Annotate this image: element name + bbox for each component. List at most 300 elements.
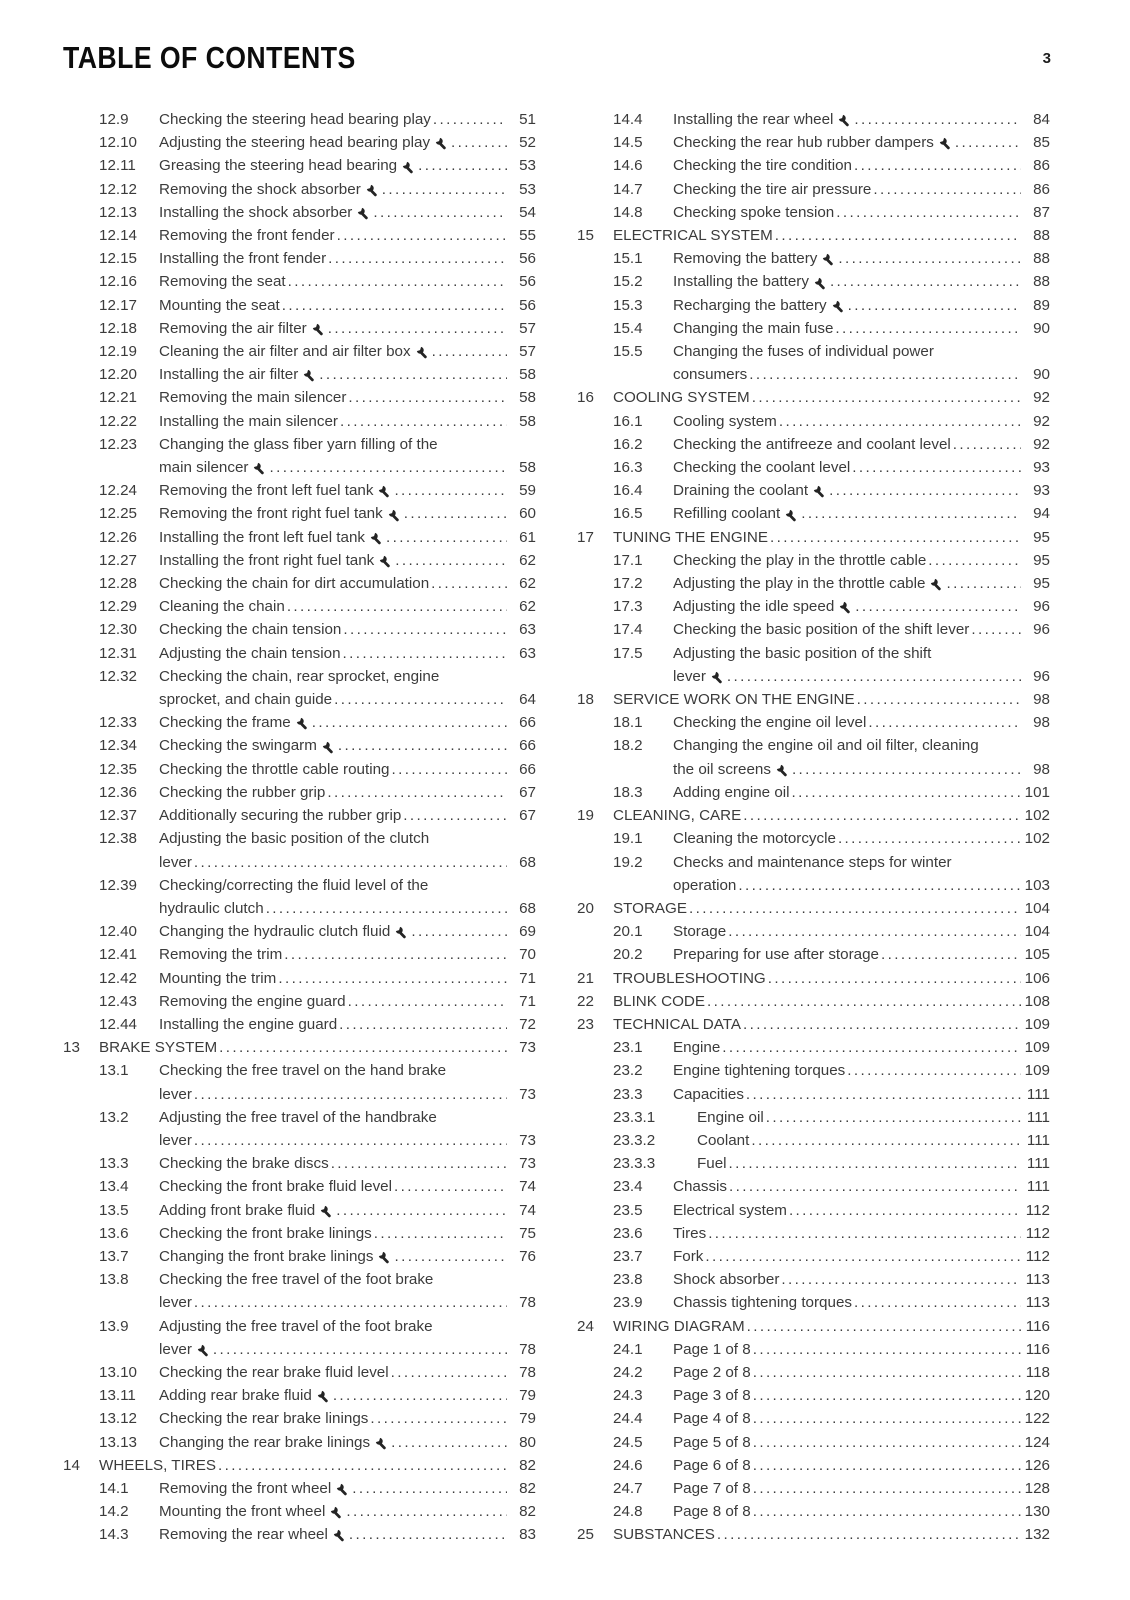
toc-entry-number: 12.35 <box>99 760 138 778</box>
dot-leader <box>746 1083 1021 1106</box>
toc-entry-title: WHEELS, TIRES <box>99 1456 217 1474</box>
toc-entry-row[interactable] <box>63 108 536 131</box>
toc-entry-title: STORAGE <box>613 899 687 917</box>
toc-entry-page: 116 <box>1025 1317 1050 1335</box>
toc-entry-row[interactable] <box>63 247 536 270</box>
toc-entry-title-continuation: hydraulic clutch <box>159 899 264 917</box>
toc-entry-title: Changing the main fuse <box>673 319 834 337</box>
toc-entry-row[interactable] <box>577 827 1050 850</box>
toc-entry-number: 12.19 <box>99 343 138 361</box>
toc-entry-number: 12.39 <box>99 876 138 894</box>
dot-leader <box>830 270 1021 293</box>
toc-entry-body <box>159 665 536 711</box>
toc-entry-row[interactable] <box>577 317 1050 340</box>
toc-entry-row[interactable] <box>577 1431 1050 1454</box>
toc-entry-line <box>673 1175 1050 1198</box>
toc-entry-row[interactable] <box>577 1129 1050 1152</box>
toc-entry-title: Mounting the trim <box>159 969 277 987</box>
toc-entry-body <box>673 178 1050 201</box>
toc-entry-page: 88 <box>1033 273 1050 291</box>
toc-chapter-row[interactable] <box>577 990 1050 1013</box>
toc-entry-row[interactable] <box>577 1152 1050 1175</box>
toc-entry-row[interactable] <box>63 1152 536 1175</box>
toc-entry-number: 16.4 <box>613 482 643 500</box>
toc-entry-line <box>159 131 536 154</box>
toc-entry-body <box>697 1129 1050 1152</box>
toc-entry-page: 101 <box>1024 783 1050 801</box>
toc-entry-page: 113 <box>1025 1294 1050 1312</box>
toc-entry-line <box>159 433 536 456</box>
toc-entry-row[interactable] <box>577 1199 1050 1222</box>
toc-entry-row[interactable] <box>577 1500 1050 1523</box>
toc-entry-row[interactable] <box>63 734 536 757</box>
dot-leader <box>753 1477 1021 1500</box>
toc-entry-row[interactable] <box>577 572 1050 595</box>
toc-entry-row[interactable] <box>63 711 536 734</box>
toc-entry-row[interactable] <box>63 781 536 804</box>
toc-entry-page: 73 <box>519 1131 536 1149</box>
toc-entry-page: 90 <box>1033 366 1050 384</box>
toc-entry-title: Adjusting the free travel of the foot brake <box>159 1317 433 1335</box>
toc-entry-number: 16.3 <box>613 459 643 477</box>
toc-entry-row[interactable] <box>577 502 1050 525</box>
toc-entry-body <box>613 526 1050 549</box>
toc-entry-row[interactable] <box>577 270 1050 293</box>
toc-entry-row[interactable] <box>577 433 1050 456</box>
toc-entry-row[interactable] <box>63 1431 536 1454</box>
toc-entry-row[interactable] <box>577 1291 1050 1314</box>
toc-entry-title: Removing the seat <box>159 273 286 291</box>
toc-entry-line <box>159 1199 536 1222</box>
toc-entry-row[interactable] <box>63 363 536 386</box>
toc-entry-row[interactable] <box>63 410 536 433</box>
toc-entry-number: 14.6 <box>613 157 643 175</box>
toc-entry-body <box>673 827 1050 850</box>
toc-entry-page: 109 <box>1024 1015 1050 1033</box>
toc-chapter-row[interactable] <box>63 1036 536 1059</box>
toc-chapter-row[interactable] <box>577 1013 1050 1036</box>
toc-entry-page: 85 <box>1033 134 1050 152</box>
dot-leader <box>394 1245 507 1268</box>
toc-entry-line <box>613 688 1050 711</box>
toc-entry-line <box>673 131 1050 154</box>
toc-entry-row[interactable] <box>63 1199 536 1222</box>
toc-entry-row[interactable] <box>63 1384 536 1407</box>
dot-leader <box>729 1175 1021 1198</box>
toc-entry-row[interactable] <box>63 595 536 618</box>
toc-entry-line <box>613 526 1050 549</box>
toc-entry-title: Removing the front fender <box>159 227 335 245</box>
toc-entry-row[interactable] <box>63 1059 536 1105</box>
toc-entry-row[interactable] <box>577 781 1050 804</box>
toc-entry-row[interactable] <box>63 618 536 641</box>
toc-entry-row[interactable] <box>63 178 536 201</box>
toc-entry-row[interactable] <box>63 1106 536 1152</box>
toc-entry-row[interactable] <box>63 270 536 293</box>
toc-entry-body <box>613 897 1050 920</box>
dot-leader <box>738 874 1021 897</box>
toc-entry-row[interactable] <box>577 734 1050 780</box>
toc-chapter-row[interactable] <box>577 804 1050 827</box>
toc-entry-row[interactable] <box>63 433 536 479</box>
page-title: TABLE OF CONTENTS <box>63 40 356 75</box>
toc-entry-row[interactable] <box>63 1523 536 1546</box>
dot-leader <box>282 294 507 317</box>
wrench-icon <box>822 253 835 266</box>
toc-entry-number: 17.4 <box>613 621 643 639</box>
dot-leader <box>319 363 507 386</box>
page-number: 3 <box>1042 50 1051 67</box>
dot-leader <box>348 386 507 409</box>
toc-entry-page: 71 <box>519 969 536 987</box>
toc-entry-body <box>613 967 1050 990</box>
toc-chapter-row[interactable] <box>577 526 1050 549</box>
toc-entry-row[interactable] <box>63 920 536 943</box>
wrench-icon <box>832 300 845 313</box>
toc-entry-number: 18.1 <box>613 714 643 732</box>
toc-entry-row[interactable] <box>63 1222 536 1245</box>
dot-leader <box>278 967 507 990</box>
toc-entry-title: Capacities <box>673 1085 744 1103</box>
toc-entry-row[interactable] <box>63 549 536 572</box>
dot-leader <box>749 363 1021 386</box>
toc-entry-row[interactable] <box>577 642 1050 688</box>
toc-entry-row[interactable] <box>577 1338 1050 1361</box>
toc-entry-row[interactable] <box>577 851 1050 897</box>
toc-entry-title-continuation: lever <box>159 853 192 871</box>
toc-entry-title: Page 2 of 8 <box>673 1363 751 1381</box>
toc-entry-body <box>159 224 536 247</box>
toc-entry-row[interactable] <box>577 456 1050 479</box>
toc-entry-row[interactable] <box>63 386 536 409</box>
toc-entry-title: Shock absorber <box>673 1271 780 1289</box>
toc-entry-line <box>673 827 1050 850</box>
toc-entry-line <box>673 851 1050 874</box>
toc-entry-line <box>159 990 536 1013</box>
toc-entry-row[interactable] <box>63 1361 536 1384</box>
toc-entry-row[interactable] <box>577 479 1050 502</box>
toc-entry-title: Changing the glass fiber yarn filling of the <box>159 435 438 453</box>
toc-entry-line <box>673 618 1050 641</box>
toc-entry-row[interactable] <box>63 967 536 990</box>
toc-entry-number: 12.24 <box>99 482 138 500</box>
toc-entry-title: SUBSTANCES <box>613 1526 715 1544</box>
dot-leader <box>854 1291 1021 1314</box>
dot-leader <box>339 1013 507 1036</box>
toc-entry-body <box>159 363 536 386</box>
toc-entry-body <box>673 479 1050 502</box>
toc-entry-row[interactable] <box>577 1222 1050 1245</box>
dot-leader <box>451 131 507 154</box>
toc-entry-title: Changing the fuses of individual power <box>673 343 934 361</box>
toc-entry-title: Checking the front brake fluid level <box>159 1178 393 1196</box>
toc-entry-number: 16.2 <box>613 435 643 453</box>
toc-entry-row[interactable] <box>577 247 1050 270</box>
toc-entry-body <box>673 920 1050 943</box>
toc-entry-body <box>673 1361 1050 1384</box>
wrench-icon <box>388 509 401 522</box>
toc-entry-row[interactable] <box>577 294 1050 317</box>
dot-leader <box>338 734 507 757</box>
toc-entry-number: 23.1 <box>613 1039 643 1057</box>
toc-entry-row[interactable] <box>63 317 536 340</box>
toc-entry-row[interactable] <box>577 1059 1050 1082</box>
toc-chapter-row[interactable] <box>577 224 1050 247</box>
toc-entry-row[interactable] <box>63 665 536 711</box>
dot-leader <box>953 433 1021 456</box>
toc-entry-row[interactable] <box>63 294 536 317</box>
toc-entry-row[interactable] <box>577 1083 1050 1106</box>
toc-entry-row[interactable] <box>63 642 536 665</box>
toc-entry-page: 79 <box>519 1387 536 1405</box>
toc-entry-number: 12.43 <box>99 992 138 1010</box>
toc-entry-page: 112 <box>1025 1247 1050 1265</box>
dot-leader <box>348 990 507 1013</box>
toc-entry-number: 12.27 <box>99 551 138 569</box>
toc-chapter-row[interactable] <box>577 386 1050 409</box>
toc-entry-number: 23.3.1 <box>613 1108 656 1126</box>
dot-leader <box>751 1129 1021 1152</box>
toc-entry-page: 76 <box>519 1247 536 1265</box>
toc-entry-line <box>673 781 1050 804</box>
toc-entry-title: TUNING THE ENGINE <box>613 528 768 546</box>
toc-entry-row[interactable] <box>63 1245 536 1268</box>
toc-header <box>63 40 1051 82</box>
toc-entry-row[interactable] <box>577 1407 1050 1430</box>
dot-leader <box>331 1152 507 1175</box>
toc-entry-page: 78 <box>519 1363 536 1381</box>
toc-entry-line <box>159 294 536 317</box>
toc-entry-page: 51 <box>519 111 536 128</box>
toc-entry-line-continuation <box>673 665 1050 688</box>
toc-entry-page: 63 <box>519 644 536 662</box>
toc-entry-row[interactable] <box>63 479 536 502</box>
toc-entry-number: 23.9 <box>613 1294 643 1312</box>
toc-entry-body <box>159 1477 536 1500</box>
toc-entry-row[interactable] <box>63 1500 536 1523</box>
toc-entry-body <box>673 1477 1050 1500</box>
toc-entry-number: 16.5 <box>613 505 643 523</box>
toc-entry-row[interactable] <box>63 201 536 224</box>
toc-entry-row[interactable] <box>577 1175 1050 1198</box>
toc-entry-title: ELECTRICAL SYSTEM <box>613 227 773 245</box>
toc-entry-row[interactable] <box>577 549 1050 572</box>
toc-entry-title: Installing the rear wheel <box>673 111 834 128</box>
toc-entry-title: Fuel <box>697 1155 727 1173</box>
toc-entry-page: 126 <box>1024 1456 1050 1474</box>
toc-entry-page: 112 <box>1025 1224 1050 1242</box>
toc-entry-row[interactable] <box>63 804 536 827</box>
toc-entry-line <box>673 1477 1050 1500</box>
toc-entry-row[interactable] <box>63 224 536 247</box>
toc-entry-row[interactable] <box>577 201 1050 224</box>
toc-entry-title: Checking the frame <box>159 714 291 732</box>
toc-entry-body <box>673 642 1050 688</box>
toc-entry-title: Checking the chain tension <box>159 621 342 639</box>
toc-entry-line <box>159 943 536 966</box>
dot-leader <box>768 967 1021 990</box>
toc-entry-body <box>159 201 536 224</box>
toc-entry-title: Checking the basic position of the shift lever <box>673 621 970 639</box>
toc-entry-page: 53 <box>519 157 536 175</box>
toc-entry-page: 58 <box>519 459 536 477</box>
toc-entry-body <box>159 502 536 525</box>
toc-entry-body <box>159 1106 536 1152</box>
toc-entry-row[interactable] <box>63 1315 536 1361</box>
toc-entry-row[interactable] <box>577 920 1050 943</box>
toc-chapter-row[interactable] <box>577 688 1050 711</box>
toc-entry-row[interactable] <box>63 502 536 525</box>
toc-entry-line <box>159 224 536 247</box>
dot-leader <box>333 1384 507 1407</box>
toc-entry-row[interactable] <box>63 827 536 873</box>
toc-entry-number: 12.36 <box>99 783 138 801</box>
toc-entry-body <box>99 1454 536 1477</box>
toc-entry-body <box>673 1036 1050 1059</box>
toc-entry-page: 62 <box>519 575 536 593</box>
toc-entry-row[interactable] <box>577 178 1050 201</box>
toc-entry-number: 14 <box>63 1456 80 1474</box>
wrench-icon <box>357 207 370 220</box>
toc-entry-body <box>159 1059 536 1105</box>
toc-entry-row[interactable] <box>63 154 536 177</box>
toc-entry-title: Checking/correcting the fluid level of the <box>159 876 429 894</box>
toc-entry-body <box>159 386 536 409</box>
toc-entry-number: 21 <box>577 969 594 987</box>
toc-entry-row[interactable] <box>63 990 536 1013</box>
toc-entry-page: 93 <box>1033 482 1050 500</box>
toc-chapter-row[interactable] <box>577 897 1050 920</box>
toc-entry-row[interactable] <box>577 1036 1050 1059</box>
toc-entry-row[interactable] <box>577 154 1050 177</box>
toc-entry-page: 128 <box>1024 1479 1050 1497</box>
dot-leader <box>766 1106 1021 1129</box>
wrench-icon <box>317 1390 330 1403</box>
toc-entry-row[interactable] <box>577 1384 1050 1407</box>
wrench-icon <box>312 323 325 336</box>
toc-entry-row[interactable] <box>577 1454 1050 1477</box>
toc-entry-number: 16 <box>577 389 594 407</box>
toc-entry-row[interactable] <box>577 1268 1050 1291</box>
toc-entry-row[interactable] <box>63 572 536 595</box>
dot-leader <box>411 920 507 943</box>
toc-entry-title-continuation: lever <box>159 1131 192 1149</box>
dot-leader <box>334 688 507 711</box>
toc-entry-page: 109 <box>1024 1062 1050 1080</box>
toc-chapter-row[interactable] <box>577 967 1050 990</box>
toc-entry-line <box>159 967 536 990</box>
toc-entry-row[interactable] <box>63 526 536 549</box>
toc-entry-number: 17.5 <box>613 644 643 662</box>
toc-entry-body <box>159 294 536 317</box>
toc-entry-line <box>613 386 1050 409</box>
toc-entry-row[interactable] <box>577 410 1050 433</box>
toc-entry-page: 60 <box>519 505 536 523</box>
toc-entry-title: Checking the throttle cable routing <box>159 760 390 778</box>
toc-entry-row[interactable] <box>577 711 1050 734</box>
toc-entry-line <box>159 1175 536 1198</box>
toc-entry-title: Tires <box>673 1224 707 1242</box>
toc-entry-line <box>159 526 536 549</box>
toc-entry-title: Checking the steering head bearing play <box>159 111 431 128</box>
toc-entry-line <box>613 1523 1050 1546</box>
toc-entry-page: 61 <box>519 528 536 546</box>
toc-entry-number: 24.1 <box>613 1340 643 1358</box>
toc-entry-row[interactable] <box>577 1245 1050 1268</box>
toc-entry-row[interactable] <box>577 618 1050 641</box>
toc-entry-row[interactable] <box>63 1268 536 1314</box>
toc-entry-body <box>673 943 1050 966</box>
toc-entry-body <box>159 827 536 873</box>
toc-entry-number: 12.25 <box>99 505 138 523</box>
toc-entry-page: 96 <box>1033 667 1050 685</box>
toc-entry-line <box>697 1106 1050 1129</box>
toc-entry-row[interactable] <box>577 943 1050 966</box>
toc-entry-page: 124 <box>1024 1433 1050 1451</box>
toc-entry-number: 12.22 <box>99 412 138 430</box>
toc-entry-row[interactable] <box>63 758 536 781</box>
toc-entry-title: TROUBLESHOOTING <box>613 969 766 987</box>
toc-entry-row[interactable] <box>577 1361 1050 1384</box>
toc-entry-row[interactable] <box>63 1175 536 1198</box>
toc-entry-row[interactable] <box>63 1013 536 1036</box>
toc-entry-title: WIRING DIAGRAM <box>613 1317 745 1335</box>
toc-entry-number: 14.1 <box>99 1479 129 1497</box>
toc-entry-number: 24.4 <box>613 1410 643 1428</box>
toc-entry-body <box>159 1500 536 1523</box>
toc-entry-title: Cleaning the motorcycle <box>673 830 836 848</box>
toc-entry-title: Checking the antifreeze and coolant level <box>673 435 951 453</box>
toc-entry-title: Removing the main silencer <box>159 389 347 407</box>
toc-entry-title: Installing the shock absorber <box>159 203 353 221</box>
toc-entry-body <box>673 1222 1050 1245</box>
toc-entry-row[interactable] <box>577 340 1050 386</box>
toc-entry-page: 71 <box>519 992 536 1010</box>
toc-entry-row[interactable] <box>63 1477 536 1500</box>
toc-entry-row[interactable] <box>63 131 536 154</box>
toc-entry-number: 24 <box>577 1317 594 1335</box>
toc-entry-row[interactable] <box>63 1407 536 1430</box>
toc-chapter-row[interactable] <box>577 1523 1050 1546</box>
toc-chapter-row[interactable] <box>63 1454 536 1477</box>
toc-entry-number: 12.10 <box>99 134 138 152</box>
toc-entry-page: 70 <box>519 946 536 964</box>
dot-leader <box>269 456 507 479</box>
toc-entry-page: 80 <box>519 1433 536 1451</box>
toc-entry-body <box>159 1523 536 1546</box>
toc-entry-row[interactable] <box>577 1477 1050 1500</box>
dot-leader <box>705 1245 1021 1268</box>
toc-entry-title: Installing the battery <box>673 273 809 291</box>
toc-entry-title: Checking the tire condition <box>673 157 852 175</box>
toc-entry-row[interactable] <box>577 131 1050 154</box>
toc-entry-row[interactable] <box>63 943 536 966</box>
toc-entry-row[interactable] <box>63 874 536 920</box>
toc-entry-title: Removing the engine guard <box>159 992 346 1010</box>
toc-entry-page: 83 <box>519 1526 536 1544</box>
toc-entry-page: 92 <box>1033 412 1050 430</box>
toc-chapter-row[interactable] <box>577 1315 1050 1338</box>
toc-entry-row[interactable] <box>577 108 1050 131</box>
toc-entry-row[interactable] <box>577 595 1050 618</box>
dot-leader <box>792 781 1021 804</box>
dot-leader <box>857 688 1021 711</box>
toc-entry-row[interactable] <box>63 340 536 363</box>
dot-leader <box>854 154 1021 177</box>
toc-entry-number: 25 <box>577 1526 594 1544</box>
toc-entry-page: 56 <box>519 296 536 314</box>
toc-entry-row[interactable] <box>577 1106 1050 1129</box>
